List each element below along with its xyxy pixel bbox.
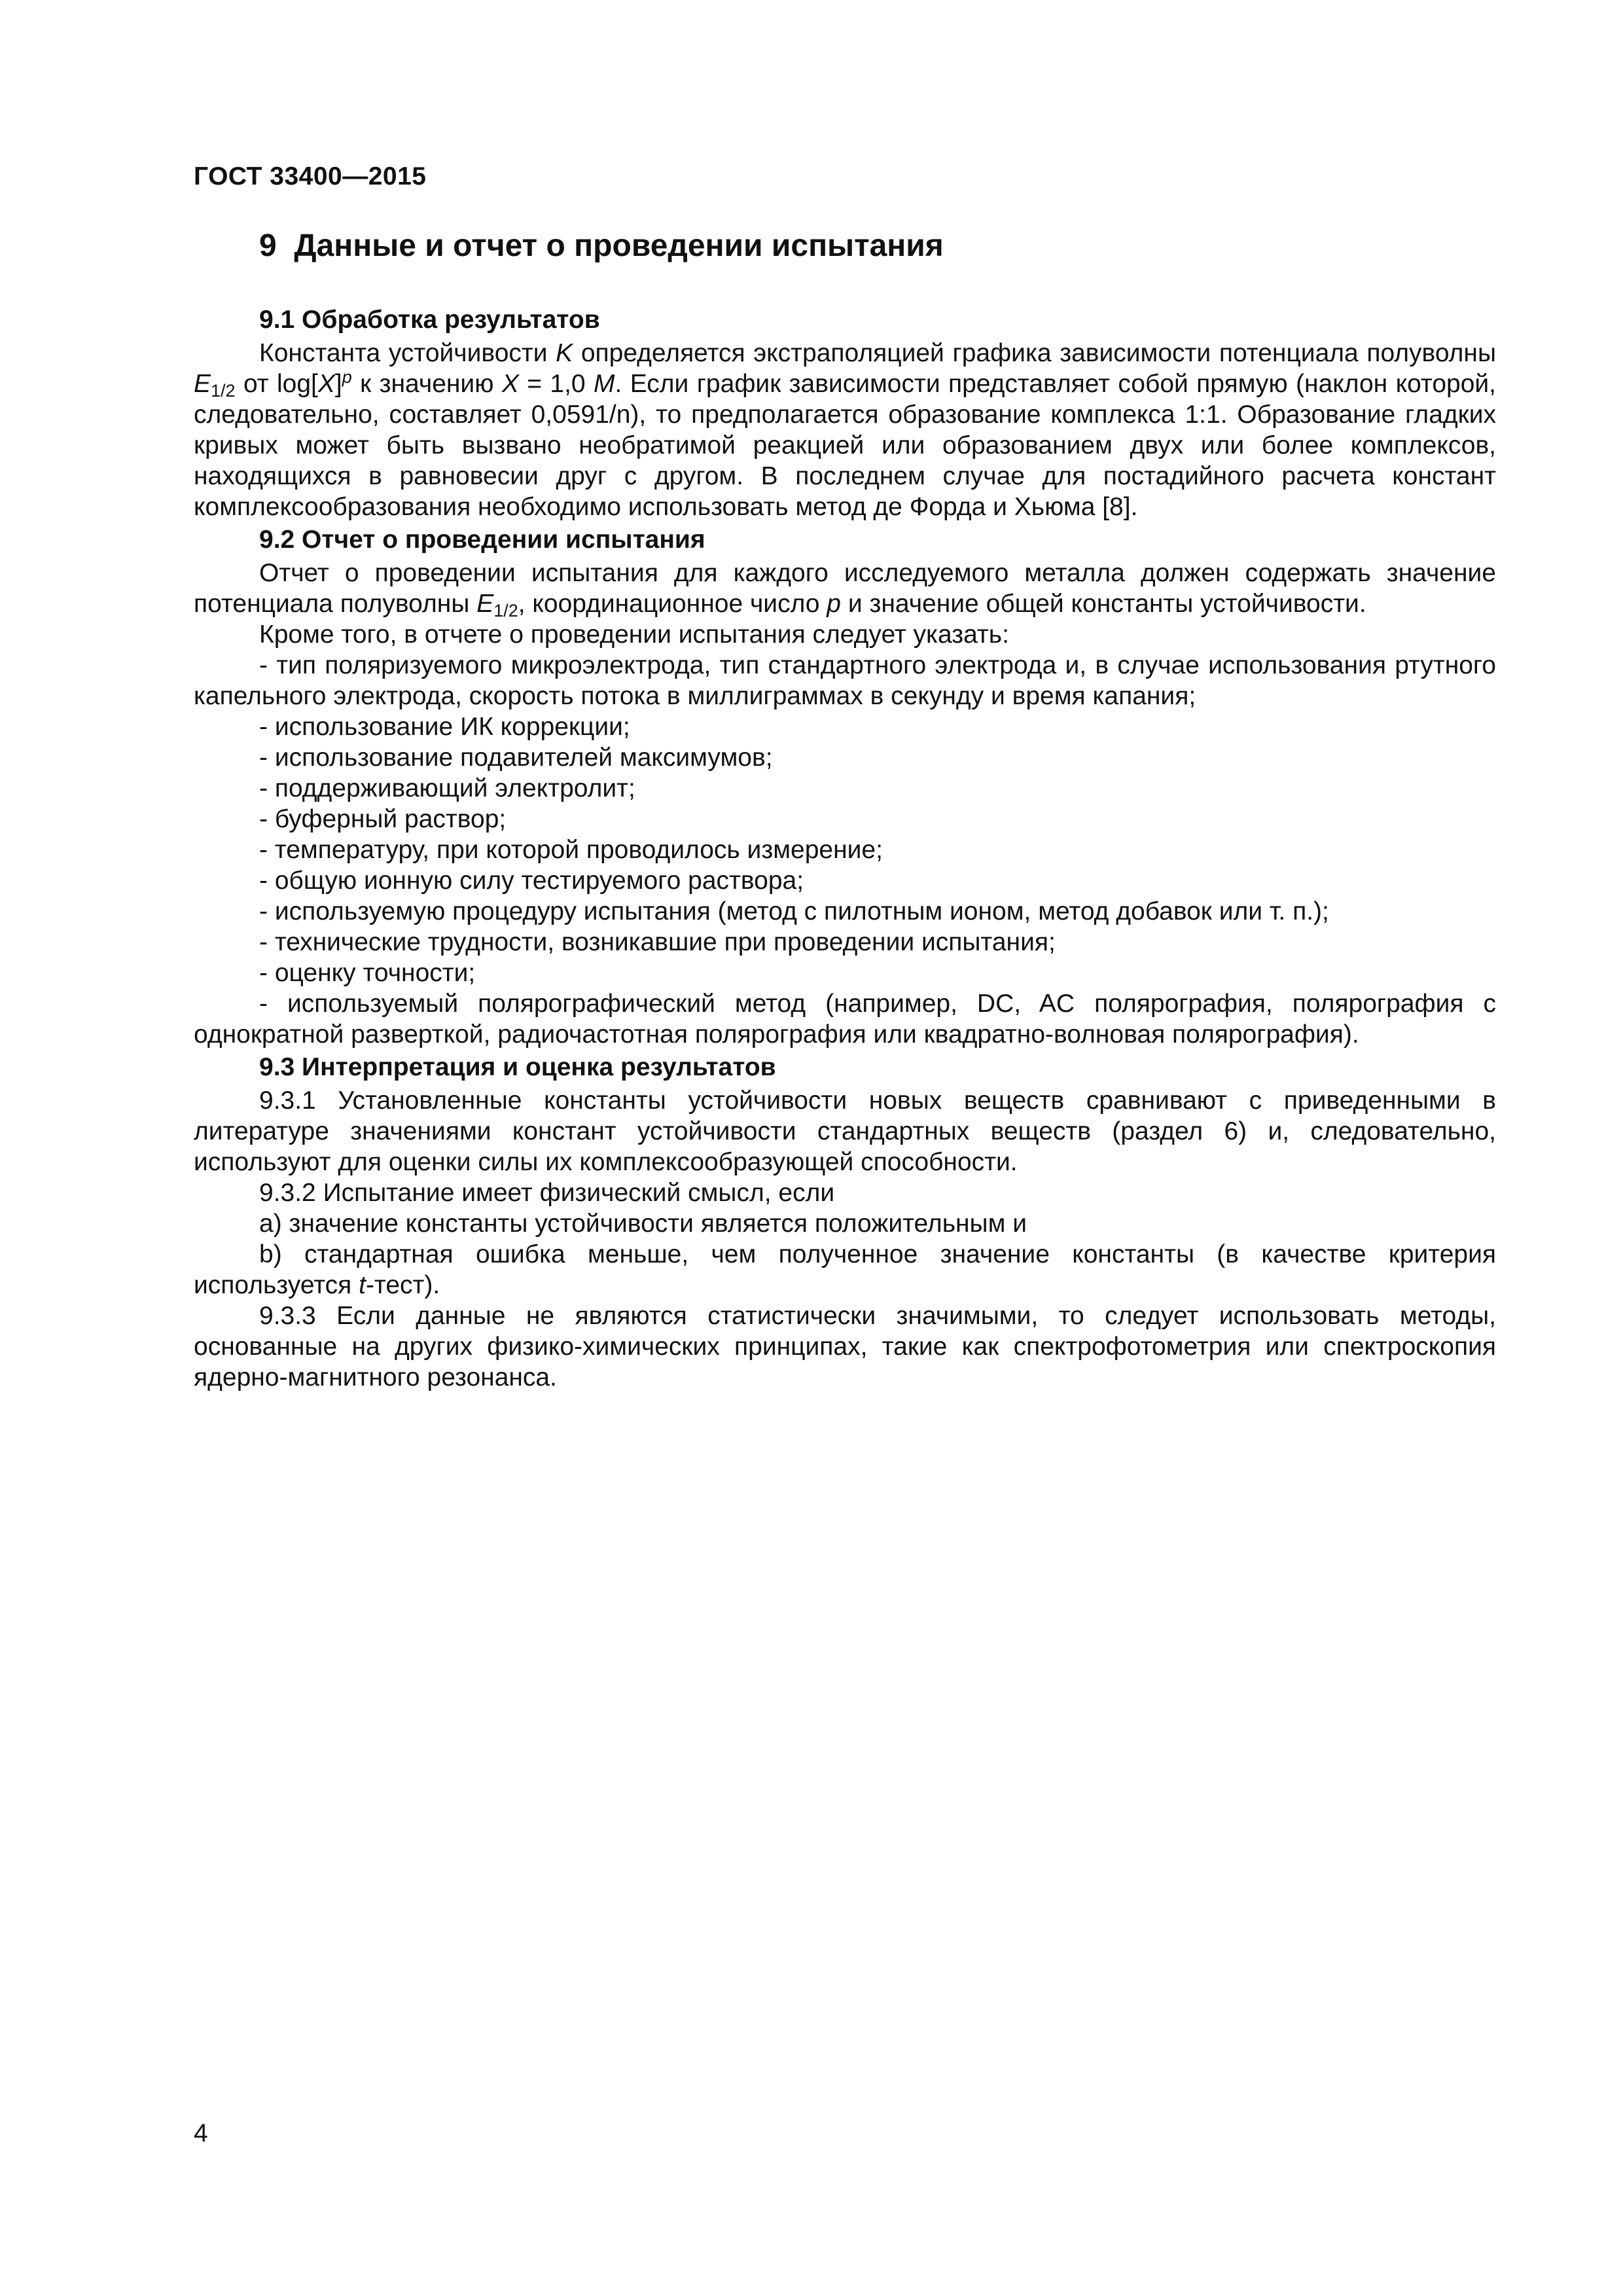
- list-item: - используемую процедуру испытания (метод с пилотным ионом, метод добавок или т. п.);: [259, 897, 1329, 925]
- list-item: - технические трудности, возникавшие при проведении испытания;: [259, 928, 1056, 956]
- paragraph-9-3-1: 9.3.1 Установленные константы устойчивости новых веществ сравнивают с приведенными в литературе значениями констант устойчивости стандартных веществ (раздел 6) и, следовательно, используют для оценки силы их комплексообразующей способности.: [194, 1086, 1496, 1176]
- subsection-9-1-title: 9.1 Обработка результатов: [259, 306, 600, 334]
- page-number: 4: [194, 2119, 208, 2147]
- list-item: - используемый полярографический метод (например, DC, AC полярография, полярография с однократной разверткой, радиочастотная полярография или квадратно-волновая полярография).: [194, 990, 1496, 1049]
- subsection-9-2-title: 9.2 Отчет о проведении испытания: [259, 526, 705, 554]
- list-item: - температуру, при которой проводилось измерение;: [259, 836, 883, 864]
- paragraph-9-3-3: 9.3.3 Если данные не являются статистически значимыми, то следует использовать методы, основанные на других физико-химических принципах, такие как спектрофотометрия или спектроскопия ядерно-магнитного резонанса.: [194, 1302, 1496, 1391]
- section-title: [259, 226, 1496, 266]
- paragraph-9-1: Константа устойчивости K определяется экстраполяцией графика зависимости потенциала полуволны $E_{1/2}$ от $\log[X]^p$ к значению X = 1,0 M. Если график зависимости представляет собой прямую (наклон которой, следовательно, составляет 0,0591/n), то предполагается образование комплекса 1:1. Образование гладких кривых может быть вызвано необратимой реакцией или образованием двух или более комплексов, находящихся в равновесии друг с другом. В последнем случае для постадийного расчета констант комплексообразования необходимо использовать метод де Форда и Хьюма [8].: [194, 339, 1497, 521]
- paragraph-9-3-2-b: b) стандартная ошибка меньше, чем полученное значение константы (в качестве критерия используется t-тест).: [194, 1240, 1496, 1299]
- list-item: - общую ионную силу тестируемого раствора;: [259, 867, 804, 895]
- paragraph-9-3-2: 9.3.2 Испытание имеет физический смысл, если: [259, 1179, 835, 1207]
- section-number: 9: [259, 228, 277, 263]
- list-item: - буферный раствор;: [259, 805, 507, 833]
- section-title-text: Данные и отчет о проведении испытания: [294, 228, 944, 263]
- list-item: - поддерживающий электролит;: [259, 774, 635, 802]
- document-id-header: ГОСТ 33400—2015: [194, 162, 427, 190]
- list-item: - оценку точности;: [259, 959, 476, 987]
- page-body: [194, 226, 1496, 1393]
- paragraph-9-2-1: Отчет о проведении испытания для каждого исследуемого металла должен содержать значение потенциала полуволны $E_{1/2}$, координационное число p и значение общей константы устойчивости.: [194, 559, 1496, 620]
- list-item: - использование ИК коррекции;: [259, 713, 630, 741]
- paragraph-9-2-2: Кроме того, в отчете о проведении испытания следует указать:: [259, 620, 1009, 649]
- list-item: - тип поляризуемого микроэлектрода, тип стандартного электрода и, в случае использования ртутного капельного электрода, скорость потока в миллиграммах в секунду и время капания;: [194, 651, 1496, 710]
- subsection-9-3-title: 9.3 Интерпретация и оценка результатов: [259, 1053, 776, 1081]
- paragraph-9-3-2-a: a) значение константы устойчивости является положительным и: [259, 1210, 1027, 1238]
- list-item: - использование подавителей максимумов;: [259, 744, 773, 772]
